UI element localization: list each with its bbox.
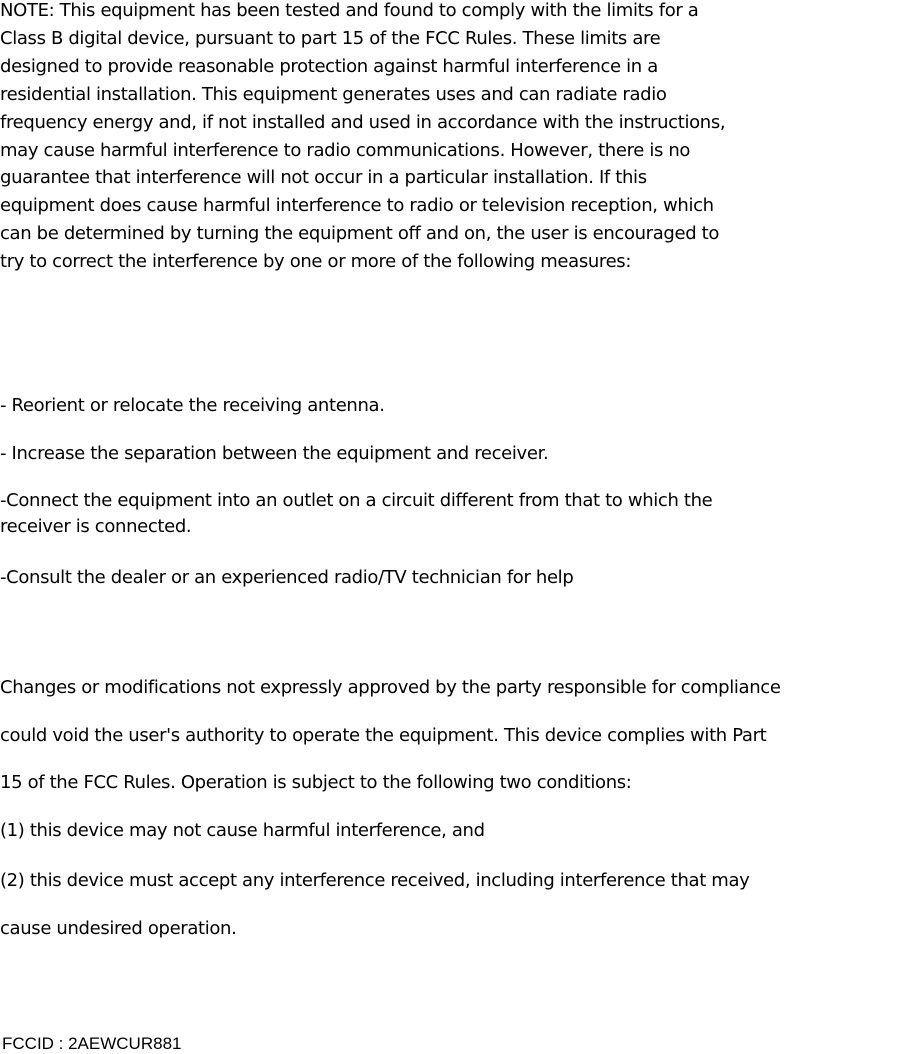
compliance-line: Changes or modifications not expressly approved by the party responsible for compliance: [0, 677, 781, 698]
compliance-line: could void the user's authority to operate the equipment. This device complies with Part: [0, 725, 767, 746]
compliance-line: 15 of the FCC Rules. Operation is subject to the following two conditions:: [0, 772, 632, 793]
measure-item: -Connect the equipment into an outlet on a circuit different from that to which the: [0, 490, 713, 511]
notice-line: Class B digital device, pursuant to part 15 of the FCC Rules. These limits are: [0, 28, 661, 49]
compliance-line: cause undesired operation.: [0, 918, 237, 939]
notice-line: NOTE: This equipment has been tested and found to comply with the limits for a: [0, 0, 699, 21]
compliance-line: (1) this device may not cause harmful interference, and: [0, 820, 485, 841]
notice-line: equipment does cause harmful interference to radio or television reception, which: [0, 195, 714, 216]
measure-item: - Reorient or relocate the receiving antenna.: [0, 395, 385, 416]
notice-line: designed to provide reasonable protection against harmful interference in a: [0, 56, 658, 77]
notice-line: can be determined by turning the equipment off and on, the user is encouraged to: [0, 223, 720, 244]
measure-item: receiver is connected.: [0, 516, 192, 537]
measure-item: - Increase the separation between the equipment and receiver.: [0, 443, 549, 464]
compliance-line: (2) this device must accept any interference received, including interference that may: [0, 870, 750, 891]
notice-line: residential installation. This equipment generates uses and can radiate radio: [0, 84, 667, 105]
notice-line: try to correct the interference by one or more of the following measures:: [0, 251, 632, 272]
notice-line: guarantee that interference will not occur in a particular installation. If this: [0, 167, 647, 188]
notice-line: may cause harmful interference to radio communications. However, there is no: [0, 140, 691, 161]
fcc-id-label: FCCID : 2AEWCUR881: [2, 1034, 182, 1053]
measure-item: -Consult the dealer or an experienced radio/TV technician for help: [0, 567, 574, 588]
notice-line: frequency energy and, if not installed and used in accordance with the instructions,: [0, 112, 726, 133]
